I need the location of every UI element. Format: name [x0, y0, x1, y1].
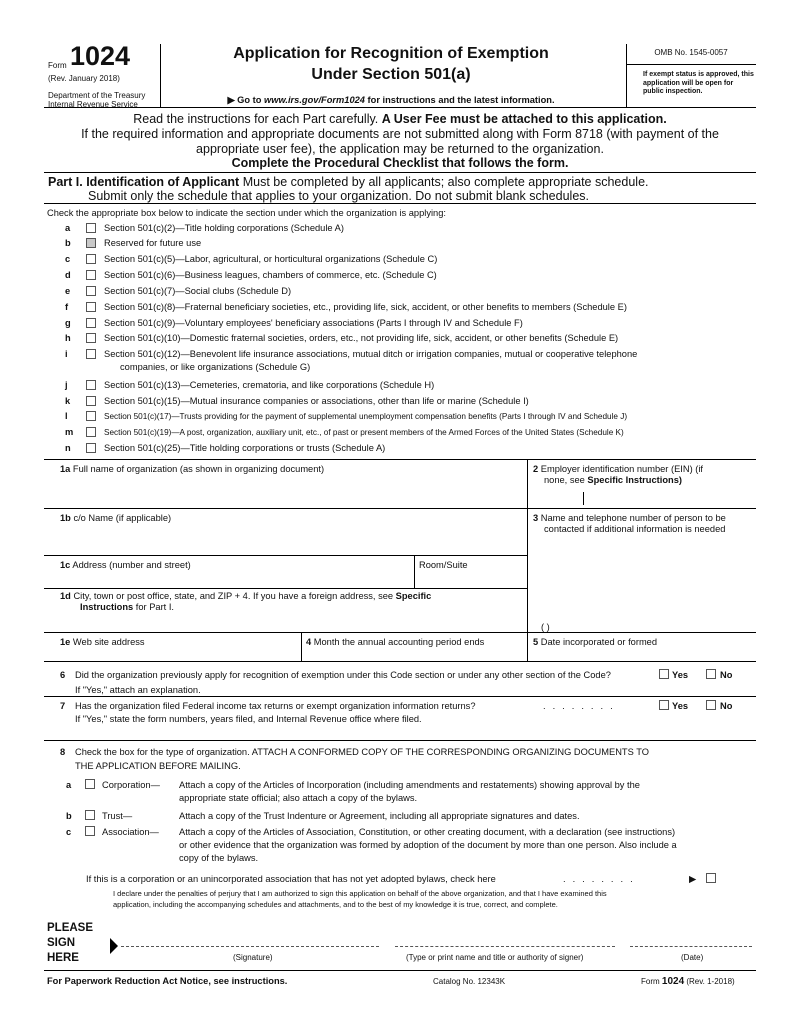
trust-checkbox[interactable] [85, 810, 95, 820]
option-letter: h [65, 333, 71, 343]
option-checkbox[interactable] [86, 223, 96, 233]
q6-yes-label: Yes [672, 670, 689, 680]
option-checkbox[interactable] [86, 270, 96, 280]
field-2-label [533, 464, 753, 486]
department-name: Department of the Treasury [48, 91, 146, 100]
intro-line1-text: Read the instructions for each Part carefully. [133, 112, 382, 126]
option-letter: l [65, 411, 68, 421]
full-name-input[interactable] [60, 478, 520, 506]
omb-number: OMB No. 1545-0057 [654, 48, 728, 57]
field-3-label [533, 513, 753, 535]
option-letter: c [65, 254, 71, 264]
q7-yes-checkbox[interactable] [659, 700, 669, 710]
option-checkbox[interactable] [86, 349, 96, 359]
corporation-label: Corporation— [102, 780, 160, 790]
q7-no-checkbox[interactable] [706, 700, 716, 710]
option-label: Section 501(c)(9)—Voluntary employees' beneficiary associations (Parts I through IV and Schedule F) [104, 318, 523, 328]
option-checkbox[interactable] [86, 286, 96, 296]
association-text1: Attach a copy of the Articles of Association, Constitution, or other creating document, with a declaration (see instructions) [179, 827, 676, 837]
printed-name-caption: (Type or print name and title or authority of signer) [406, 953, 584, 962]
option-checkbox-disabled [86, 238, 96, 248]
question-8-line2: THE APPLICATION BEFORE MAILING. [75, 761, 241, 771]
option-letter: k [65, 396, 71, 406]
option-letter: b [65, 238, 71, 248]
question-8-number: 8 [60, 747, 66, 757]
option-label: Section 501(c)(10)—Domestic fraternal societies, orders, etc., not providing life, sick, accident, or other benefits (Schedule E) [104, 333, 619, 343]
option-checkbox[interactable] [86, 443, 96, 453]
option-label: Section 501(c)(8)—Fraternal beneficiary societies, etc., providing life, sick, accident, or other benefits to members (Schedule E) [104, 302, 627, 312]
association-checkbox[interactable] [85, 826, 95, 836]
footer-form-number: 1024 [661, 976, 685, 987]
option-checkbox[interactable] [86, 254, 96, 264]
website-input[interactable] [60, 649, 298, 661]
q7-details-input[interactable] [75, 726, 750, 738]
field-3-number: 3 [533, 513, 539, 523]
field-1e-text: Web site address [70, 637, 145, 647]
option-label: Section 501(c)(2)—Title holding corporations (Schedule A) [104, 223, 344, 233]
care-of-name-input[interactable] [60, 527, 520, 555]
catalog-number: Catalog No. 12343K [433, 977, 506, 986]
part1-title-line [48, 175, 756, 189]
option-label: Section 501(c)(17)—Trusts providing for the payment of supplemental unemployment compensation benefits (Parts I through IV and Schedule J) [104, 412, 628, 421]
user-fee-notice: A User Fee must be attached to this application. [381, 112, 667, 126]
please-text: PLEASE [47, 922, 94, 934]
question-8-line1: Check the box for the type of organization. ATTACH A CONFORMED COPY OF THE CORRESPONDING ORGANIZING DOCUMENTS TO [75, 747, 649, 757]
question-7-number: 7 [60, 701, 66, 711]
field-2-text2: none, see [544, 475, 588, 485]
part1-text1: Must be completed by all applicants; also complete appropriate schedule. [242, 175, 649, 189]
question-7-text: Has the organization filed Federal income tax returns or exempt organization information returns? [75, 701, 476, 711]
option-letter: n [65, 443, 71, 453]
option-checkbox[interactable] [86, 302, 96, 312]
option-checkbox[interactable] [86, 396, 96, 406]
option-checkbox[interactable] [86, 427, 96, 437]
field-1b-label [60, 513, 171, 524]
option-label-cont: companies, or like organizations (Schedule G) [120, 362, 311, 372]
instructions-link-line [162, 95, 620, 106]
intro-line1 [44, 112, 756, 126]
bylaws-checkbox[interactable] [706, 873, 716, 883]
service-name: Internal Revenue Service [48, 100, 138, 109]
trust-text1: Attach a copy of the Trust Indenture or Agreement, including all appropriate signatures and dates. [179, 811, 580, 821]
revision-date: (Rev. January 2018) [48, 74, 120, 83]
goto-suffix: for instructions and the latest information. [364, 95, 555, 105]
form-title-line2: Under Section 501(a) [311, 66, 471, 83]
sign-arrow-icon [110, 938, 118, 954]
field-2-text3: Specific Instructions) [587, 475, 682, 485]
question-7-note: If "Yes," state the form numbers, years filed, and Internal Revenue office where filed. [75, 714, 422, 724]
ein-input[interactable] [533, 488, 753, 508]
field-1d-label [60, 591, 520, 613]
form-label: Form [48, 61, 67, 70]
field-1d-text3: Instructions [80, 602, 134, 612]
trust-label: Trust— [102, 811, 133, 821]
field-1d-text4: for Part I. [133, 602, 175, 612]
option-letter: e [65, 286, 71, 296]
part1-text2: Submit only the schedule that applies to your organization. Do not submit blank schedules. [88, 189, 589, 203]
intro-line4: Complete the Procedural Checklist that follows the form. [231, 156, 569, 170]
instructions-url[interactable]: www.irs.gov/Form1024 [264, 95, 365, 105]
q6-yes-checkbox[interactable] [659, 669, 669, 679]
intro-line2: If the required information and appropriate documents are not submitted along with Form 8718 (with payment of the [81, 127, 719, 141]
declaration-line2: application, including the accompanying schedules and attachments, and to the best of my knowledge it is true, correct, and complete. [113, 900, 558, 909]
field-1b-number: 1b [60, 513, 71, 523]
question-6-number: 6 [60, 670, 66, 680]
option-label: Section 501(c)(15)—Mutual insurance companies or associations, other than life or marine (Schedule I) [104, 396, 529, 406]
option-label: Reserved for future use [104, 238, 202, 248]
field-5-number: 5 [533, 637, 539, 647]
option-label: Section 501(c)(12)—Benevolent life insurance associations, mutual ditch or irrigation companies, mutual or cooperative telephone [104, 349, 638, 359]
option-label: Section 501(c)(13)—Cemeteries, crematoria, and like corporations (Schedule H) [104, 380, 435, 390]
field-1c-number: 1c [60, 560, 71, 570]
q7-no-label: No [720, 701, 733, 711]
option-letter: m [65, 427, 74, 437]
signature-line[interactable] [121, 946, 379, 947]
q8c-letter: c [66, 827, 72, 837]
printed-name-line[interactable] [395, 946, 615, 947]
q8b-letter: b [66, 811, 72, 821]
association-text2: or other evidence that the organization was formed by adoption of the document by more than one person. Also include a [179, 840, 677, 850]
option-label: Section 501(c)(19)—A post, organization, auxiliary unit, etc., of past or present members of the Armed Forces of the United States (Schedule K) [104, 428, 624, 437]
q6-no-label: No [720, 670, 733, 680]
option-checkbox[interactable] [86, 380, 96, 390]
corporation-text1: Attach a copy of the Articles of Incorporation (including amendments and restatements) showing approval by the [179, 780, 640, 790]
field-2-number: 2 [533, 464, 539, 474]
question-6-text: Did the organization previously apply for recognition of exemption under this Code section or under any other section of the Code? [75, 670, 611, 680]
field-1e-label [60, 637, 145, 648]
q7-yes-label: Yes [672, 701, 689, 711]
option-letter: j [65, 380, 68, 390]
please-sign-here [47, 921, 93, 966]
field-1e-number: 1e [60, 637, 71, 647]
field-1d-text2: Specific [395, 591, 432, 601]
association-text3: copy of the bylaws. [179, 853, 259, 863]
q6-no-checkbox[interactable] [706, 669, 716, 679]
signature-caption: (Signature) [233, 953, 273, 962]
field-1a-label [60, 464, 324, 475]
check-prompt: Check the appropriate box below to indicate the section under which the organization is applying: [47, 208, 446, 218]
footer-revision: (Rev. 1-2018) [684, 977, 735, 986]
q8a-letter: a [66, 780, 72, 790]
field-1a-text: Full name of organization (as shown in organizing document) [70, 464, 325, 474]
intro-line3: appropriate user fee), the application may be returned to the organization. [196, 142, 604, 156]
date-line[interactable] [630, 946, 752, 947]
field-4-label [306, 637, 484, 648]
contact-person-input[interactable] [533, 540, 753, 610]
field-5-label [533, 637, 657, 648]
part1-title: Part I. Identification of Applicant [48, 175, 240, 189]
form-title-line1: Application for Recognition of Exemption [233, 45, 549, 62]
option-label: Section 501(c)(25)—Title holding corporations or trusts (Schedule A) [104, 443, 386, 453]
option-letter: a [65, 223, 71, 233]
leader-dots: ........ [563, 874, 640, 884]
paperwork-notice: For Paperwork Reduction Act Notice, see instructions. [47, 976, 288, 986]
accounting-period-input[interactable] [306, 649, 524, 661]
field-1c-label [60, 560, 191, 571]
option-checkbox[interactable] [86, 333, 96, 343]
corporation-checkbox[interactable] [85, 779, 95, 789]
option-checkbox[interactable] [86, 411, 96, 421]
field-3-text: Name and telephone number of person to be [538, 513, 726, 523]
footer-form-word: Form [641, 977, 662, 986]
declaration-line1: I declare under the penalties of perjury that I am authorized to sign this application on behalf of the above organization, and that I have examined this [113, 889, 607, 898]
here-text: HERE [47, 952, 79, 964]
option-label: Section 501(c)(5)—Labor, agricultural, or horticultural organizations (Schedule C) [104, 254, 438, 264]
room-suite-input[interactable] [419, 572, 524, 586]
field-4-number: 4 [306, 637, 312, 647]
footer-form-id [641, 977, 735, 986]
form-number: 1024 [70, 41, 131, 71]
date-caption: (Date) [681, 953, 704, 962]
field-3-text2: contacted if additional information is needed [544, 524, 726, 534]
date-incorporated-input[interactable] [533, 649, 753, 661]
field-5-text: Date incorporated or formed [538, 637, 658, 647]
goto-prefix: ▶ Go to [227, 95, 265, 105]
association-label: Association— [102, 827, 159, 837]
phone-area-code: ( ) [541, 622, 550, 632]
option-letter: d [65, 270, 71, 280]
option-letter: g [65, 318, 71, 328]
room-suite-label: Room/Suite [419, 560, 468, 570]
option-letter: f [65, 302, 69, 312]
city-state-zip-input[interactable] [60, 615, 520, 631]
arrow-right-icon: ▶ [689, 874, 697, 884]
street-address-input[interactable] [60, 572, 410, 586]
field-1d-text: City, town or post office, state, and ZIP + 4. If you have a foreign address, see [70, 591, 396, 601]
field-1c-text: Address (number and street) [70, 560, 191, 570]
field-1b-text: c/o Name (if applicable) [70, 513, 172, 523]
field-2-text: Employer identification number (EIN) (if [538, 464, 703, 474]
sign-text: SIGN [47, 937, 76, 949]
corporation-text2: appropriate state official; also attach a copy of the bylaws. [179, 793, 418, 803]
field-4-text: Month the annual accounting period ends [311, 637, 485, 647]
option-label: Section 501(c)(6)—Business leagues, chambers of commerce, etc. (Schedule C) [104, 270, 437, 280]
option-checkbox[interactable] [86, 318, 96, 328]
option-label: Section 501(c)(7)—Social clubs (Schedule D) [104, 286, 292, 296]
option-letter: i [65, 349, 68, 359]
field-1d-number: 1d [60, 591, 71, 601]
leader-dots: ........ [543, 701, 620, 711]
question-6-note: If "Yes," attach an explanation. [75, 685, 201, 695]
bylaws-text: If this is a corporation or an unincorporated association that has not yet adopted bylaws, check here [86, 874, 496, 884]
public-inspection-note: If exempt status is approved, this application will be open for public inspection. [643, 71, 754, 95]
field-1a-number: 1a [60, 464, 71, 474]
